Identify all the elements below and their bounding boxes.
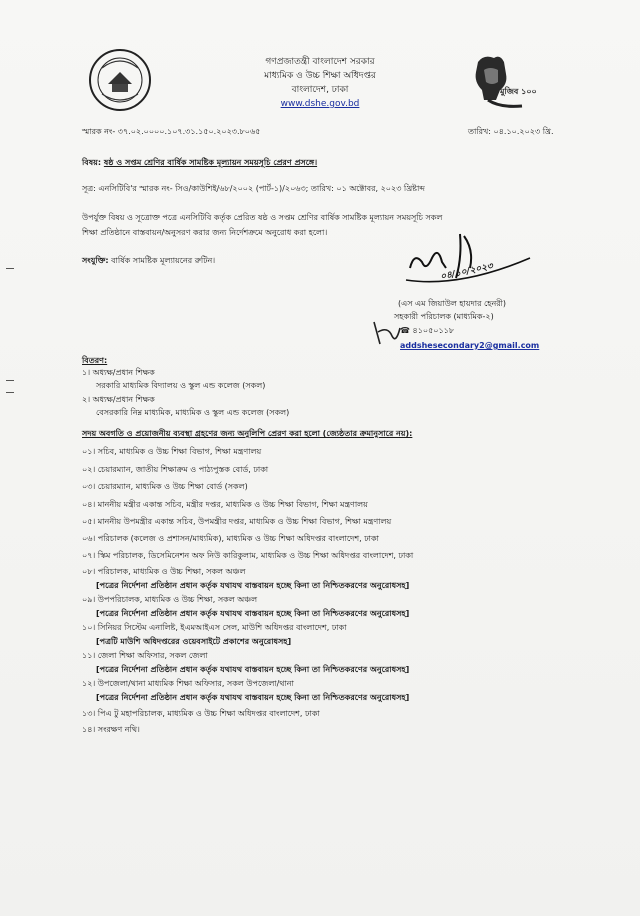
copy-item: ১০। সিনিয়র সিস্টেম এনালিষ্ট, ইএমআইএস সেল, মাউশি অধিদপ্তর বাংলাদেশ, ঢাকা xyxy=(82,623,347,632)
copy-note: [পত্রের নির্দেশনা প্রতিষ্ঠান প্রধান কর্তৃক যথাযথ বাস্তবায়ন হচ্ছে কিনা তা নিশ্চিতকরণের অনুরোধসহ] xyxy=(96,693,410,702)
header-directorate: মাধ্যমিক ও উচ্চ শিক্ষা অধিদপ্তর xyxy=(264,71,376,81)
copy-item: ০৯। উপপরিচালক, মাধ্যমিক ও উচ্চ শিক্ষা, সকল অঞ্চল xyxy=(82,595,258,604)
copy-item: ০৮। পরিচালক, মাধ্যমিক ও উচ্চ শিক্ষা, সকল অঞ্চল xyxy=(82,567,246,576)
copy-item: ০২। চেয়ারম্যান, জাতীয় শিক্ষাক্রম ও পাঠ্যপুস্তক বোর্ড, ঢাকা xyxy=(82,465,269,474)
subject-label: বিষয়: xyxy=(82,158,102,167)
copy-item: ০১। সচিব, মাধ্যমিক ও উচ্চ শিক্ষা বিভাগ, শিক্ষা মন্ত্রণালয় xyxy=(82,447,262,456)
website-link[interactable]: www.dshe.gov.bd xyxy=(280,99,360,109)
signatory-name: (এস এম জিয়াউল হায়দার হেনরী) xyxy=(398,299,507,308)
copy-item: ১৩। পিএ টু মহাপরিচালক, মাধ্যমিক ও উচ্চ শিক্ষা অধিদপ্তর বাংলাদেশ, ঢাকা xyxy=(82,709,320,718)
distribution-item: ২। অধ্যক্ষ/প্রধান শিক্ষক xyxy=(82,395,155,404)
copy-item: ০৫। মাননীয় উপমন্ত্রীর একান্ত সচিব, উপমন্ত্রীর দপ্তর, মাধ্যমিক ও উচ্চ শিক্ষা বিভাগ, শিক্ষা মন্ত্রণালয় xyxy=(82,517,392,526)
phone-number: ৪১০৫০১১৮ xyxy=(412,326,455,335)
reference-line: সূত্র: এনসিটিবি'র স্মারক নং- সিও/কাউশিই/৬৮/২০০২ (পার্ট-১)/২০৬৩; তারিখ: ০১ অক্টোবর, ২০২৩ খ্রিষ্টাব্দ xyxy=(82,184,425,193)
attachment-label: সংযুক্তি: xyxy=(82,256,109,265)
mujib-logo-text: মুজিব ১০০ xyxy=(500,87,537,96)
signatory-designation: সহকারী পরিচালক (মাধ্যমিক-২) xyxy=(394,312,494,321)
copy-item: ০৩। চেয়ারম্যান, মাধ্যমিক ও উচ্চ শিক্ষা বোর্ড (সকল) xyxy=(82,482,248,491)
body-line-1: উপর্যুক্ত বিষয় ও সূত্রোক্ত পত্রে এনসিটিবি কর্তৃক প্রেরিত ষষ্ঠ ও সপ্তম শ্রেণির বার্ষিক সামষ্টিক মূল্যায়ন সময়সূচি সকল xyxy=(82,213,443,222)
attachment-text: বার্ষিক সামষ্টিক মূল্যায়নের রুটিন। xyxy=(111,256,216,265)
copy-item: ০৬। পরিচালক (কলেজ ও প্রশাসন/মাধ্যমিক), মাধ্যমিক ও উচ্চ শিক্ষা অধিদপ্তর বাংলাদেশ, ঢাকা xyxy=(82,534,379,543)
copy-item: ০৪। মাননীয় মন্ত্রীর একান্ত সচিব, মন্ত্রীর দপ্তর, মাধ্যমিক ও উচ্চ শিক্ষা বিভাগ, শিক্ষা মন্ত্রণালয় xyxy=(82,500,368,509)
body-line-2: শিক্ষা প্রতিষ্ঠানে বাস্তবায়ন/অনুসরণ করার জন্য নির্দেশক্রমে অনুরোধ করা হলো। xyxy=(82,228,328,237)
subject-line xyxy=(82,157,317,168)
copy-item: ১১। জেলা শিক্ষা অফিসার, সকল জেলা xyxy=(82,651,208,660)
signatory-phone xyxy=(400,325,454,336)
header-location: বাংলাদেশ, ঢাকা xyxy=(291,85,349,95)
margin-mark xyxy=(6,268,14,269)
distribution-title: বিতরণ: xyxy=(82,356,108,365)
copy-note: [পত্রের নির্দেশনা প্রতিষ্ঠান প্রধান কর্তৃক যথাযথ বাস্তবায়ন হচ্ছে কিনা তা নিশ্চিতকরণের অনুরোধসহ] xyxy=(96,609,410,618)
signature-date: ০৪/১০/২০২৩ xyxy=(439,261,494,283)
copy-item: ১৪। সংরক্ষণ নথি। xyxy=(82,725,140,734)
subject-text: ষষ্ঠ ও সপ্তম শ্রেণির বার্ষিক সামষ্টিক মূল্যায়ন সময়সূচি প্রেরণ প্রসঙ্গে। xyxy=(103,158,318,167)
memo-date: তারিখ: ০৪.১০.২০২৩ খ্রি. xyxy=(468,127,554,136)
copies-title: সদয় অবগতি ও প্রয়োজনীয় ব্যবস্থা গ্রহণের জন্য অনুলিপি প্রেরণ করা হলো (জ্যেষ্ঠতার ক্রমানুসারে নয়): xyxy=(82,429,413,438)
copy-item: ০৭। স্কিম পরিচালক, ডিসেমিনেশন অফ নিউ কারিকুলাম, মাধ্যমিক ও উচ্চ শিক্ষা অধিদপ্তর বাংলাদেশ, ঢাকা xyxy=(82,551,414,560)
distribution-item-sub: বেসরকারি নিম্ন মাধ্যমিক, মাধ্যমিক ও স্কুল এন্ড কলেজ (সকল) xyxy=(96,408,290,417)
attachment-line xyxy=(82,255,215,266)
margin-mark xyxy=(6,380,14,381)
copy-note: [পত্রটি মাউশি অধিদপ্তরের ওয়েবসাইটে প্রকাশের অনুরোধসহ] xyxy=(96,637,292,646)
header-government: গণপ্রজাতন্ত্রী বাংলাদেশ সরকার xyxy=(265,57,375,67)
copy-item: ১২। উপজেলা/থানা মাধ্যমিক শিক্ষা অফিসার, সকল উপজেলা/থানা xyxy=(82,679,294,688)
margin-mark xyxy=(6,392,14,393)
signatory-email-link[interactable]: addshesecondary2@gmail.com xyxy=(400,341,540,350)
distribution-item-sub: সরকারি মাধ্যমিক বিদ্যালয় ও স্কুল এন্ড কলেজ (সকল) xyxy=(96,381,266,390)
signature-icon xyxy=(400,228,540,298)
copy-note: [পত্রের নির্দেশনা প্রতিষ্ঠান প্রধান কর্তৃক যথাযথ বাস্তবায়ন হচ্ছে কিনা তা নিশ্চিতকরণের অনুরোধসহ] xyxy=(96,665,410,674)
memo-number: স্মারক নং- ৩৭.০২.০০০০.১০৭.৩১.১৫০.২০২৩.৮০৬৫ xyxy=(82,127,261,136)
initial-icon xyxy=(370,318,404,348)
telephone-icon: ☎ xyxy=(400,326,410,335)
copy-note: [পত্রের নির্দেশনা প্রতিষ্ঠান প্রধান কর্তৃক যথাযথ বাস্তবায়ন হচ্ছে কিনা তা নিশ্চিতকরণের অনুরোধসহ] xyxy=(96,581,410,590)
distribution-item: ১। অধ্যক্ষ/প্রধান শিক্ষক xyxy=(82,368,155,377)
